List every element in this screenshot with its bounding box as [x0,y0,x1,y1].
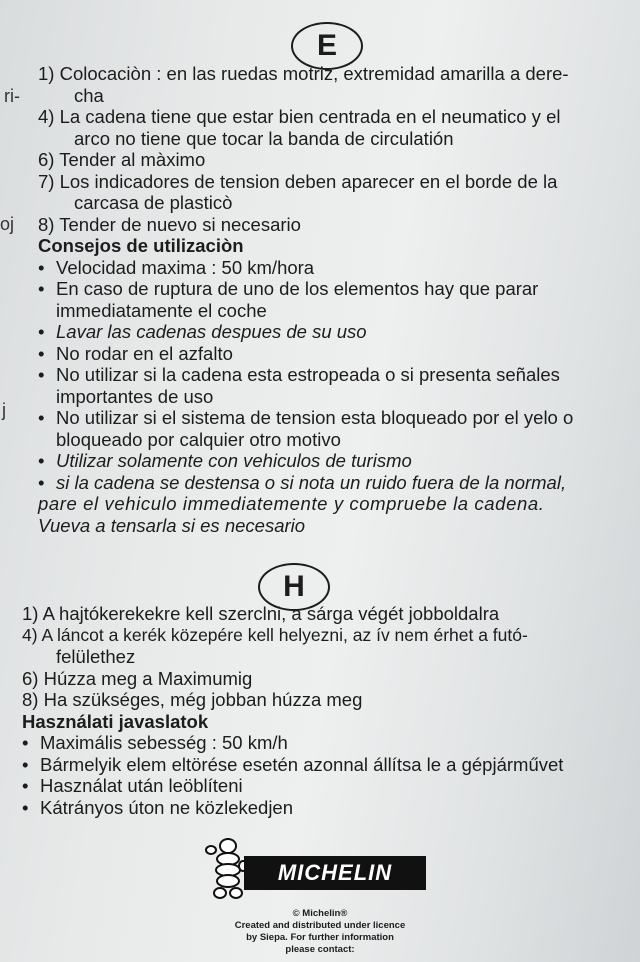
bullet-icon: • [38,450,45,471]
margin-fragment: oj [0,214,15,234]
list-item-continuation: importantes de uso [56,385,214,407]
list-item: • No rodar en el azfalto [38,342,233,364]
section-hungarian [22,603,592,818]
bibendum-icon [204,836,248,902]
margin-fragment: ri- [4,86,20,106]
installation-steps [22,603,592,711]
bullet-icon: • [38,342,45,364]
footer-line: by Siepa. For further information [246,932,394,943]
step-line: cha [74,84,104,106]
logo-wordmark: MICHELIN [244,856,426,890]
list-item-continuation: immediatamente el coche [56,299,267,321]
michelin-logo [204,842,432,904]
step-line: arco no tiene que tocar la banda de circulatión [74,127,454,149]
bullet-icon: • [38,364,45,385]
margin-fragment: j [2,400,6,420]
trailing-line: pare el vehiculo immediatemente y compruebe la cadena. [38,493,545,514]
list-item: • Lavar las cadenas despues de su uso [38,321,367,342]
list-item: • No utilizar si la cadena esta estropeada o si presenta señales [38,364,560,385]
footer-line: Created and distributed under licence [234,920,406,931]
language-badge-h: H [258,563,330,611]
footer-line: please contact: [285,944,355,955]
trailing-line: Vueva a tensarla si es necesario [38,514,306,536]
list-item: • Velocidad maxima : 50 km/hora [38,256,315,278]
bullet-icon: • [38,278,45,299]
step-line: 1) Colocaciòn : en las ruedas motriz, extremidad amarilla a dere- [38,63,569,84]
bullet-icon: • [22,796,29,818]
step-line: 4) A láncot a kerék közepére kell helyezni, az ív nem érhet a futó- [22,624,528,645]
list-item: • si la cadena se destensa o si nota un ruido fuera de la normal, [38,471,567,493]
list-item: • No utilizar si el sistema de tension esta bloqueado por el yelo o [38,407,574,428]
list-item: • En caso de ruptura de uno de los elementos hay que parar [38,278,539,299]
step-line: 6) Tender al màximo [38,149,206,170]
step-line: 6) Húzza meg a Maximumig [22,667,253,689]
list-item: • Maximális sebesség : 50 km/h [22,732,288,753]
installation-steps [38,63,608,235]
usage-tips [22,732,592,818]
bullet-icon: • [22,753,29,775]
bullet-icon: • [38,321,45,342]
list-item: • Utilizar solamente con vehiculos de turismo [38,450,412,471]
usage-tips [38,257,608,537]
usage-heading: Használati javaslatok [22,710,209,732]
step-line: 4) La cadena tiene que estar bien centrada en el neumatico y el [38,106,561,127]
step-line: 8) Ha szükséges, még jobban húzza meg [22,689,363,710]
list-item-continuation: bloqueado por calquier otro motivo [56,428,341,450]
bullet-icon: • [22,732,29,753]
bullet-icon: • [38,407,45,428]
step-line: felülethez [56,646,136,667]
bullet-icon: • [22,775,29,796]
list-item: • Kátrányos úton ne közlekedjen [22,796,294,818]
bullet-icon: • [38,256,45,278]
step-line: carcasa de plasticò [74,192,233,213]
step-line: 8) Tender de nuevo si necesario [38,213,301,235]
footer-credits [210,908,430,956]
footer-line: © Michelin® [292,908,348,919]
bullet-icon: • [38,471,45,493]
section-spanish [38,63,608,536]
step-line: 7) Los indicadores de tension deben aparecer en el borde de la [38,170,558,192]
language-badge-e: E [291,22,363,70]
list-item: • Bármelyik elem eltörése esetén azonnal állítsa le a gépjárművet [22,753,564,775]
step-line: 1) A hajtókerekekre kell szerclni, a sárga végét jobboldalra [22,603,500,624]
list-item: • Használat után leöblíteni [22,775,243,796]
usage-heading: Consejos de utilizaciòn [38,235,244,256]
